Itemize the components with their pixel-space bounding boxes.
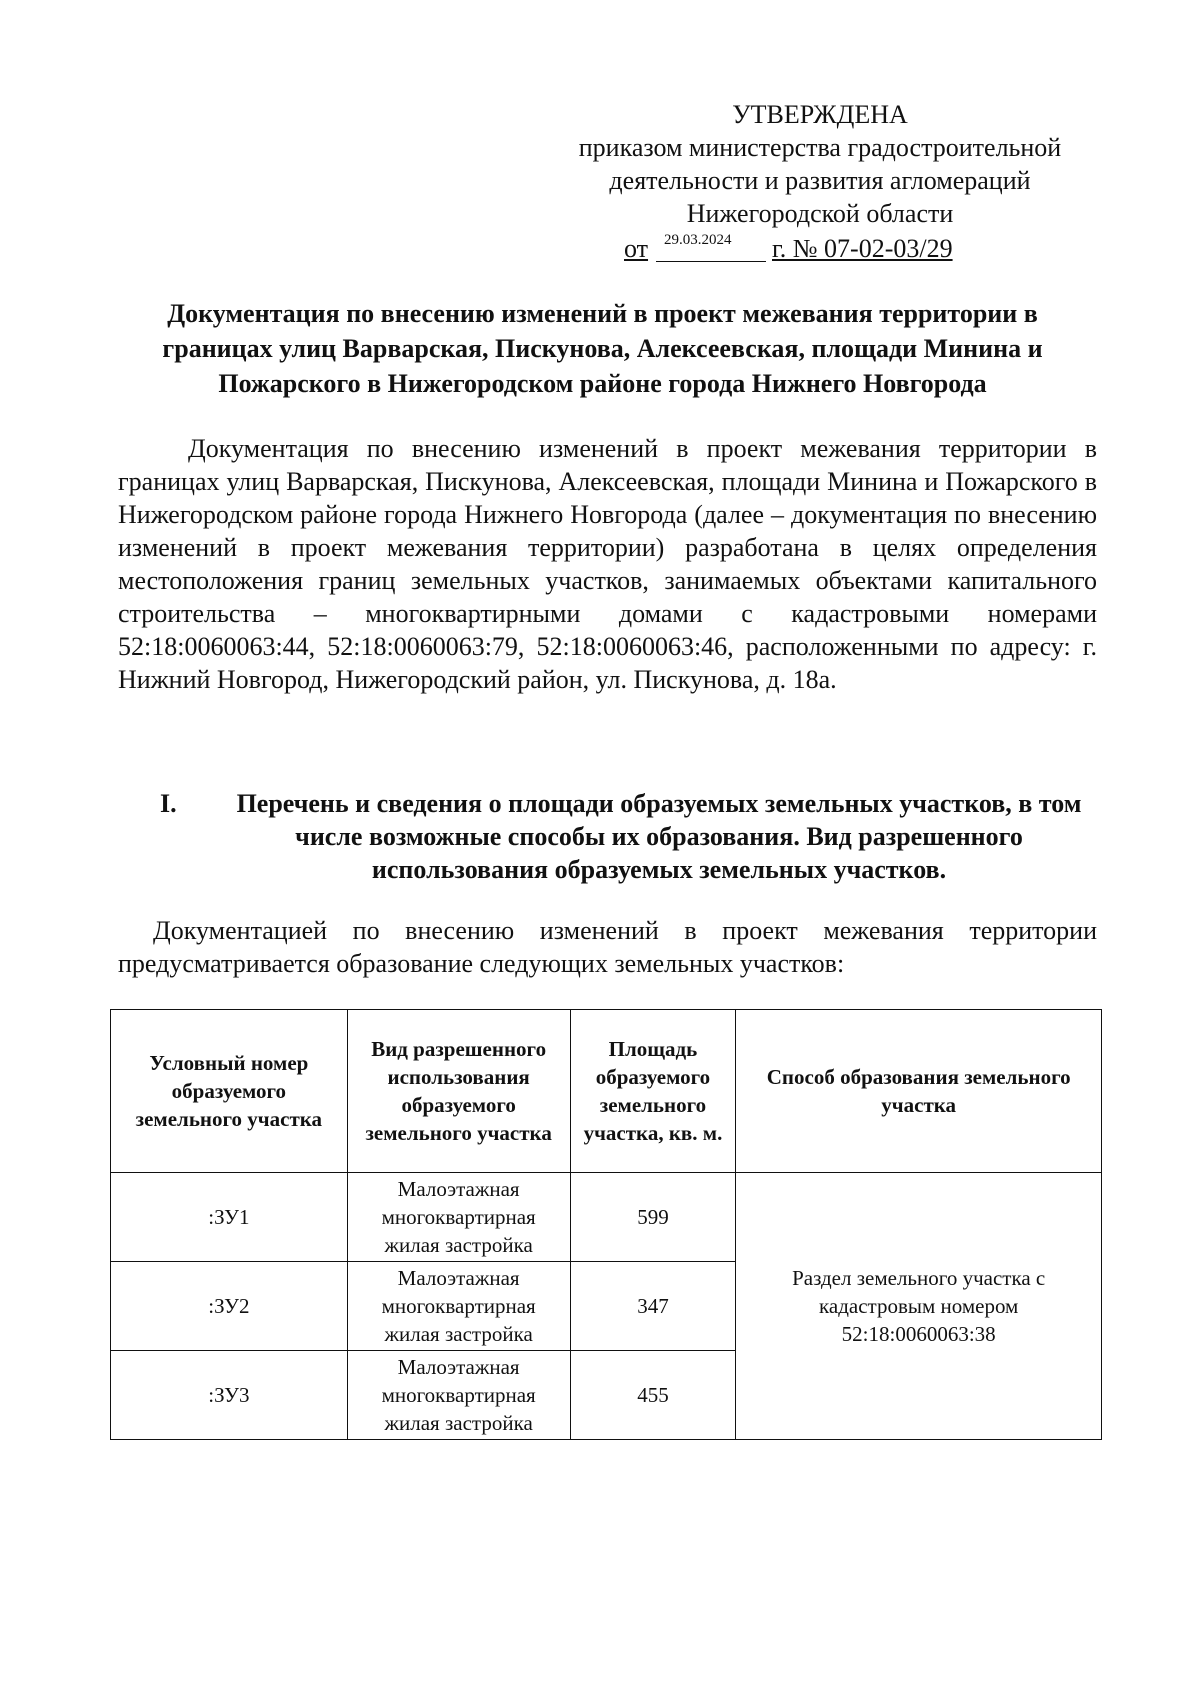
cell-permitted-use: Малоэтажная многоквартирная жилая застройка <box>347 1262 570 1351</box>
parcels-table <box>110 1009 1102 1440</box>
header-parcel-number: Условный номер образуемого земельного участка <box>111 1010 348 1173</box>
approval-dateline <box>540 230 1100 270</box>
cell-formation-method: Раздел земельного участка с кадастровым номером 52:18:0060063:38 <box>736 1173 1102 1440</box>
header-area: Площадь образуемого земельного участка, кв. м. <box>570 1010 736 1173</box>
cell-parcel-id: :ЗУ3 <box>111 1351 348 1440</box>
section-number: I. <box>160 789 177 818</box>
cell-parcel-id: :ЗУ1 <box>111 1173 348 1262</box>
approval-ot: от <box>624 234 649 263</box>
date-underline <box>656 261 766 262</box>
header-permitted-use: Вид разрешенного использования образуемого земельного участка <box>347 1010 570 1173</box>
approval-number: г. № 07-02-03/29 <box>772 234 953 263</box>
approval-line-3: Нижегородской области <box>686 199 954 228</box>
table-row <box>111 1173 1102 1262</box>
approval-stamp <box>540 98 1100 270</box>
table-header-row <box>111 1010 1102 1173</box>
cell-permitted-use: Малоэтажная многоквартирная жилая застройка <box>347 1351 570 1440</box>
section-paragraph: Документацией по внесению изменений в проект межевания территории предусматривается образование следующих земельных участков: <box>118 916 1097 978</box>
intro-paragraph: Документация по внесению изменений в проект межевания территории в границах улиц Варварская, Пискунова, Алексеевская, площади Минина и Пожарского в Нижегородском районе города Нижнего Новгорода (далее – документация по внесению изменений в проект межевания территории) разработана в целях определения местоположения границ земельных участков, занимаемых объектами капитального строительства – многоквартирными домами с кадастровыми номерами 52:18:0060063:44, 52:18:0060063:79, 52:18:0060063:46, расположенными по адресу: г. Нижний Новгород, Нижегородский район, ул. Пискунова, д. 18а. <box>118 434 1097 694</box>
section-title: Перечень и сведения о площади образуемых земельных участков, в том числе возможные способы их образования. Вид разрешенного использования образуемых земельных участков. <box>236 789 1082 884</box>
cell-area: 599 <box>570 1173 736 1262</box>
header-method: Способ образования земельного участка <box>736 1010 1102 1173</box>
approval-date: 29.03.2024 <box>664 232 732 248</box>
approval-line-1: приказом министерства градостроительной <box>578 133 1062 162</box>
approval-status: УТВЕРЖДЕНА <box>732 100 908 129</box>
cell-area: 455 <box>570 1351 736 1440</box>
cell-parcel-id: :ЗУ2 <box>111 1262 348 1351</box>
cell-area: 347 <box>570 1262 736 1351</box>
cell-permitted-use: Малоэтажная многоквартирная жилая застройка <box>347 1173 570 1262</box>
approval-line-2: деятельности и развития агломераций <box>609 166 1031 195</box>
document-title: Документация по внесению изменений в проект межевания территории в границах улиц Варварская, Пискунова, Алексеевская, площади Минина и Пожарского в Нижегородском районе города Нижнего Новгорода <box>162 299 1043 398</box>
